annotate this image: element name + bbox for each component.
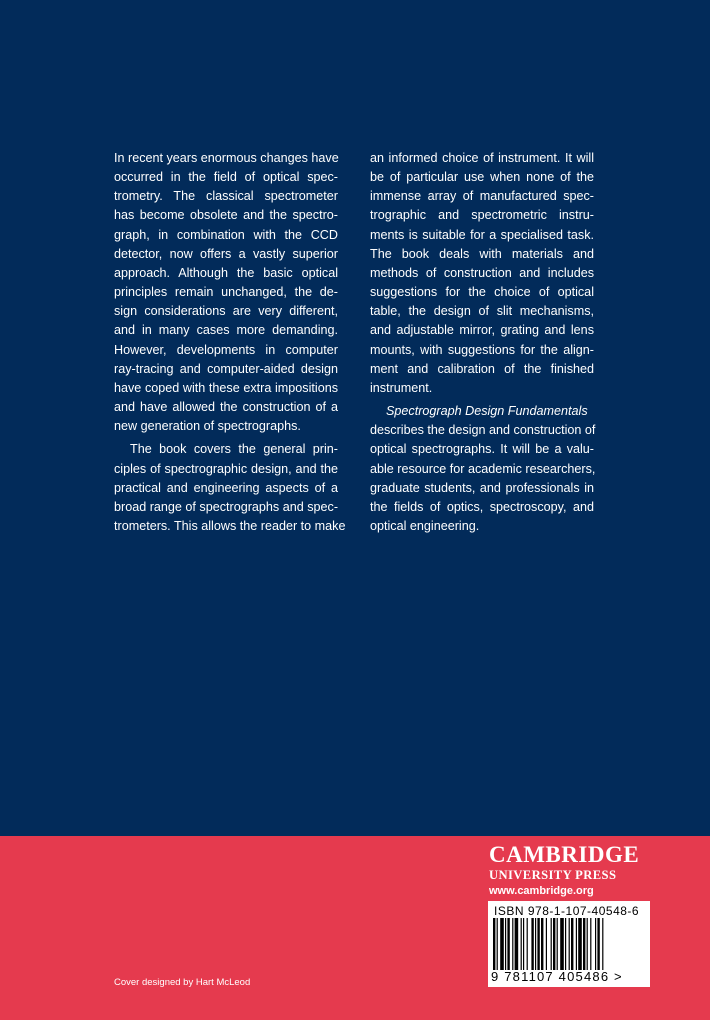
barcode-bar bbox=[571, 918, 573, 970]
barcode-bar bbox=[583, 918, 585, 970]
barcode-bar bbox=[505, 918, 506, 970]
barcode-digits: 9 781107 405486 > bbox=[491, 969, 623, 984]
text-line: The book covers the general prin- bbox=[130, 442, 338, 457]
text-line: ments is suitable for a specialised task. bbox=[370, 227, 594, 242]
text-line: an informed choice of instrument. It will bbox=[370, 151, 594, 165]
text-line: immense array of manufactured spec- bbox=[370, 189, 594, 204]
publisher-url: www.cambridge.org bbox=[489, 885, 594, 897]
blurb-paragraph-2-continued bbox=[370, 149, 594, 398]
text-line: have coped with these extra impositions bbox=[114, 380, 338, 395]
isbn-barcode bbox=[488, 901, 650, 987]
text-line: and in many cases more demanding. bbox=[114, 323, 338, 338]
barcode-bar bbox=[535, 918, 536, 970]
blurb-paragraph-3 bbox=[370, 402, 594, 536]
text-line: optical engineering. bbox=[370, 518, 480, 533]
barcode-bar bbox=[602, 918, 603, 970]
text-line: practical and engineering aspects of a bbox=[114, 480, 338, 495]
publisher-logo bbox=[489, 842, 651, 900]
barcode-bar bbox=[551, 918, 552, 970]
text-line: ment and calibration of the finished bbox=[370, 361, 594, 376]
barcode-bar bbox=[557, 918, 558, 970]
barcode-bar bbox=[531, 918, 533, 970]
text-line: In recent years enormous changes have bbox=[114, 151, 339, 165]
publisher-name: CAMBRIDGE bbox=[489, 842, 640, 867]
barcode-bar bbox=[597, 918, 599, 970]
barcode-bar bbox=[523, 918, 524, 970]
book-title-italic: Spectrograph Design Fundamentals bbox=[386, 404, 588, 419]
barcode-bar bbox=[507, 918, 509, 970]
text-line: broad range of spectrographs and spec- bbox=[114, 499, 339, 514]
barcode-bar bbox=[493, 918, 495, 970]
barcode-bar bbox=[541, 918, 543, 970]
barcode-bar bbox=[560, 918, 564, 970]
barcode-bar bbox=[515, 918, 519, 970]
isbn-label: ISBN 978-1-107-40548-6 bbox=[494, 904, 640, 918]
text-line: detector, now offers a vastly superior bbox=[114, 246, 338, 261]
text-line: occurred in the field of optical spec- bbox=[114, 170, 338, 185]
text-line: However, developments in computer bbox=[114, 342, 338, 357]
barcode-bar bbox=[569, 918, 570, 970]
text-line: and adjustable mirror, grating and lens bbox=[370, 323, 594, 338]
barcode-bar bbox=[497, 918, 498, 970]
blurb-left-column bbox=[114, 149, 346, 536]
barcode-bar bbox=[578, 918, 582, 970]
barcode-bar bbox=[595, 918, 596, 970]
barcode-bar bbox=[565, 918, 566, 970]
text-line: The book deals with materials and bbox=[370, 246, 594, 261]
text-line: ciples of spectrographic design, and the bbox=[114, 461, 338, 476]
barcode-bar bbox=[576, 918, 577, 970]
text-line: optical spectrographs. It will be a valu- bbox=[370, 442, 594, 457]
text-line: suggestions for the choice of optical bbox=[370, 285, 594, 300]
blurb-paragraph-1 bbox=[114, 149, 338, 436]
text-line: mounts, with suggestions for the align- bbox=[370, 342, 594, 357]
barcode-bar bbox=[527, 918, 528, 970]
barcode-bar bbox=[537, 918, 539, 970]
cover-credit: Cover designed by Hart McLeod bbox=[114, 977, 251, 988]
text-line: graduate students, and professionals in bbox=[370, 480, 594, 495]
text-line: able resource for academic researchers, bbox=[370, 461, 596, 476]
text-line: principles remain unchanged, the de- bbox=[114, 285, 338, 300]
text-line: ray-tracing and computer-aided design bbox=[114, 361, 338, 376]
blurb-paragraph-2 bbox=[114, 440, 346, 536]
text-line: trometry. The classical spectrometer bbox=[114, 189, 338, 204]
barcode-bar bbox=[590, 918, 591, 970]
barcode-bar bbox=[500, 918, 504, 970]
barcode-bar bbox=[587, 918, 588, 970]
barcode-bar bbox=[553, 918, 555, 970]
text-line: graph, in combination with the CCD bbox=[114, 227, 338, 242]
blurb-right-column bbox=[370, 149, 594, 536]
barcode-bar bbox=[521, 918, 522, 970]
text-line: the fields of optics, spectroscopy, and bbox=[370, 499, 594, 514]
text-line: be of particular use when none of the bbox=[370, 170, 594, 185]
text-line: approach. Although the basic optical bbox=[114, 265, 338, 280]
text-line: has become obsolete and the spectro- bbox=[114, 208, 338, 223]
text-line: trometers. This allows the reader to make bbox=[114, 518, 346, 533]
text-line: and have allowed the construction of a bbox=[114, 400, 338, 415]
barcode-bars bbox=[493, 918, 645, 970]
text-line: methods of construction and includes bbox=[370, 265, 594, 280]
barcode-bar bbox=[546, 918, 547, 970]
text-line: describes the design and construction of bbox=[370, 423, 596, 438]
publisher-subtitle: UNIVERSITY PRESS bbox=[489, 868, 617, 882]
text-line: sign considerations are very different, bbox=[114, 304, 338, 319]
text-line: new generation of spectrographs. bbox=[114, 419, 301, 434]
text-line: instrument. bbox=[370, 380, 433, 395]
text-line: trographic and spectrometric instru- bbox=[370, 208, 594, 223]
barcode-bar bbox=[512, 918, 513, 970]
text-line: table, the design of slit mechanisms, bbox=[370, 304, 594, 319]
